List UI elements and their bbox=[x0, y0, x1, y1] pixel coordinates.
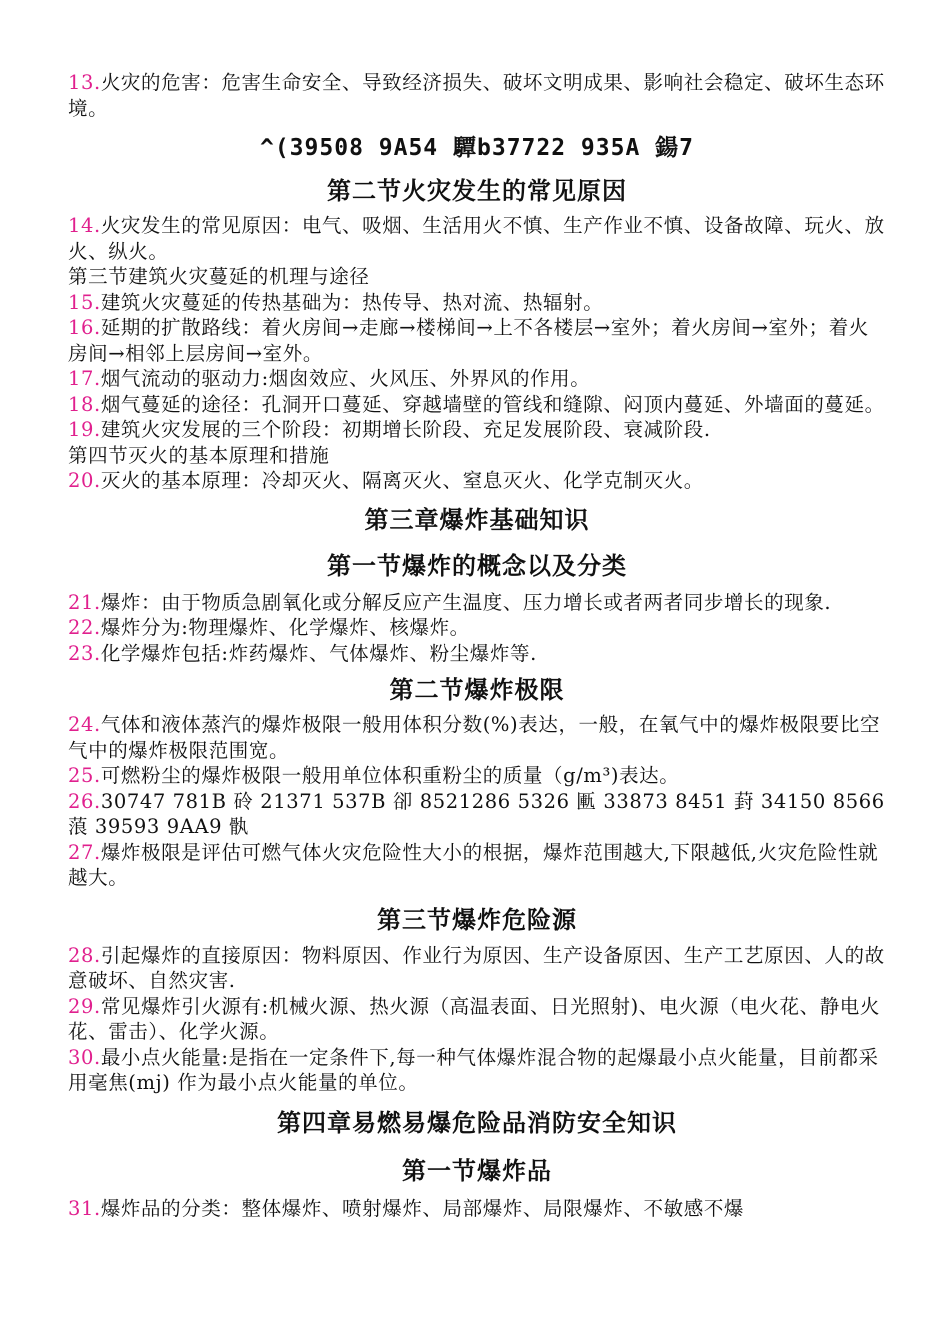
item-number: 23. bbox=[68, 641, 101, 665]
item-text: 可燃粉尘的爆炸极限一般用单位体积重粉尘的质量（g/m³)表达。 bbox=[100, 764, 680, 787]
item-number: 18. bbox=[68, 392, 101, 416]
item-number: 16. bbox=[68, 316, 101, 339]
list-item bbox=[68, 641, 886, 667]
item-number: 15. bbox=[68, 290, 101, 314]
item-number: 30. bbox=[68, 1045, 101, 1069]
list-item bbox=[68, 468, 886, 494]
list-item bbox=[68, 789, 886, 840]
item-text: 烟气流动的驱动力:烟囱效应、火风压、外界风的作用。 bbox=[100, 367, 591, 390]
list-item bbox=[68, 392, 886, 418]
list-item bbox=[68, 763, 886, 789]
list-item bbox=[68, 1196, 886, 1222]
item-text: 火灾发生的常见原因：电气、吸烟、生活用火不慎、生产作业不慎、设备故障、玩火、放火、纵火。 bbox=[68, 214, 885, 263]
list-item bbox=[68, 315, 886, 366]
item-number: 17. bbox=[68, 367, 101, 390]
item-text: 火灾的危害：危害生命安全、导致经济损失、破坏文明成果、影响社会稳定、破坏生态环境。 bbox=[68, 71, 885, 120]
chapter-heading: 第三章爆炸基础知识 bbox=[364, 504, 590, 534]
item-text: 最小点火能量:是指在一定条件下,每一种气体爆炸混合物的起爆最小点火能量，目前都采用毫焦(mj) 作为最小点火能量的单位。 bbox=[68, 1045, 879, 1094]
item-text: 爆炸极限是评估可燃气体火灾危险性大小的根据，爆炸范围越大,下限越低,火灾危险性就越大。 bbox=[68, 840, 879, 889]
item-text: 爆炸：由于物质急剧氧化或分解反应产生温度、压力增长或者两者同步增长的现象. bbox=[100, 590, 832, 614]
list-item bbox=[68, 1045, 886, 1096]
item-text: 建筑火灾蔓延的传热基础为：热传导、热对流、热辐射。 bbox=[100, 290, 604, 314]
list-item bbox=[68, 615, 886, 641]
list-item bbox=[68, 994, 886, 1045]
section-heading: 第一节爆炸品 bbox=[402, 1155, 552, 1185]
item-text: 烟气蔓延的途径：孔洞开口蔓延、穿越墙壁的管线和缝隙、闷顶内蔓延、外墙面的蔓延。 bbox=[100, 392, 885, 416]
item-text: 气体和液体蒸汽的爆炸极限一般用体积分数(%)表达，一般，在氧气中的爆炸极限要比空气中的爆炸极限范围宽。 bbox=[68, 713, 881, 762]
list-item bbox=[68, 840, 886, 891]
item-text: 引起爆炸的直接原因：物料原因、作业行为原因、生产设备原因、生产工艺原因、人的故意破坏、自然灾害. bbox=[68, 943, 885, 992]
item-number: 22. bbox=[68, 616, 101, 639]
item-text: 爆炸品的分类：整体爆炸、喷射爆炸、局部爆炸、局限爆炸、不敏感不爆 bbox=[100, 1196, 745, 1220]
document-page bbox=[68, 70, 886, 1221]
item-text: 灭火的基本原理：冷却灭火、隔离灭火、窒息灭火、化学克制灭火。 bbox=[100, 469, 704, 492]
item-number: 19. bbox=[68, 418, 101, 441]
item-number: 28. bbox=[68, 943, 101, 967]
chapter-heading: 第四章易燃易爆危险品消防安全知识 bbox=[277, 1107, 677, 1137]
item-number: 25. bbox=[68, 764, 101, 787]
item-text: 建筑火灾发展的三个阶段：初期增长阶段、充足发展阶段、衰减阶段. bbox=[100, 418, 711, 441]
item-number: 21. bbox=[68, 590, 101, 614]
list-item bbox=[68, 590, 886, 616]
list-item bbox=[68, 70, 886, 121]
garbled-heading: ^(39508 9A54 驔b37722 935A 鍚7 bbox=[259, 135, 695, 161]
item-number: 29. bbox=[68, 994, 101, 1018]
subsection-heading: 第四节灭火的基本原理和措施 bbox=[68, 443, 330, 467]
list-item bbox=[68, 417, 886, 443]
item-text: 爆炸分为:物理爆炸、化学爆炸、核爆炸。 bbox=[100, 616, 470, 639]
item-number: 24. bbox=[68, 713, 101, 736]
item-number: 31. bbox=[68, 1196, 101, 1220]
list-item bbox=[68, 213, 886, 264]
item-number: 27. bbox=[68, 840, 101, 864]
item-number: 20. bbox=[68, 469, 101, 492]
item-number: 26. bbox=[68, 789, 101, 813]
item-number: 13. bbox=[68, 71, 101, 94]
item-text: 30747 781B 砱 21371 537B 卻 8521286 5326 匭 33873 8451 葑 34150 8566 蒗 39593 9AA9 骫 bbox=[68, 789, 885, 838]
item-text: 常见爆炸引火源有:机械火源、热火源（高温表面、日光照射)、电火源（电火花、静电火花、雷击）、化学火源。 bbox=[68, 994, 880, 1043]
section-heading: 第二节爆炸极限 bbox=[389, 675, 565, 704]
list-item bbox=[68, 712, 886, 763]
item-text: 化学爆炸包括:炸药爆炸、气体爆炸、粉尘爆炸等. bbox=[100, 641, 537, 665]
item-text: 延期的扩散路线：着火房间→走廊→楼梯间→上不各楼层→室外；着火房间→室外；着火房间→相邻上层房间→室外。 bbox=[68, 316, 869, 365]
list-item bbox=[68, 366, 886, 392]
subsection-heading: 第三节建筑火灾蔓延的机理与途径 bbox=[68, 265, 370, 288]
section-heading: 第二节火灾发生的常见原因 bbox=[327, 176, 627, 205]
list-item bbox=[68, 943, 886, 994]
section-heading: 第一节爆炸的概念以及分类 bbox=[327, 550, 627, 580]
section-heading: 第三节爆炸危险源 bbox=[377, 904, 577, 934]
item-number: 14. bbox=[68, 214, 101, 237]
list-item bbox=[68, 290, 886, 316]
